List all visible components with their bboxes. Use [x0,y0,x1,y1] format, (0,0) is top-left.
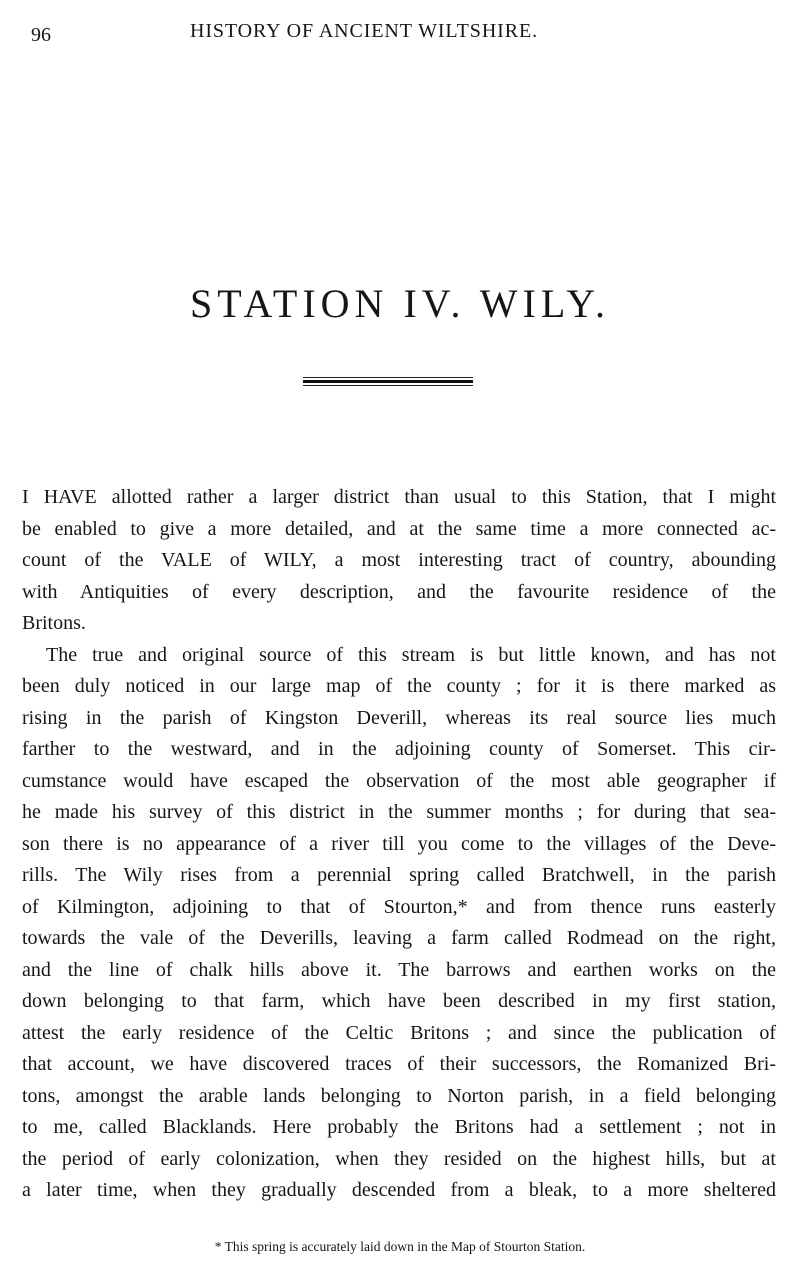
text-line: of Kilmington, adjoining to that of Stourton,* and from thence runs easterly [22,895,776,918]
text-line: towards the vale of the Deverills, leaving a farm called Rodmead on the right, [22,927,776,949]
chapter-title: STATION IV. WILY. [189,281,611,326]
text-line: the period of early colonization, when they resided on the highest hills, but at [22,1147,776,1170]
page-number: 96 [31,24,51,46]
text-line: be enabled to give a more detailed, and at the same time a more connected ac- [22,517,776,540]
text-line: down belonging to that farm, which have been described in my first station, [22,990,776,1012]
text-line: attest the early residence of the Celtic Britons ; and since the publication of [22,1021,776,1044]
title-rule-thin-top [303,377,473,378]
text-line: with Antiquities of every description, and the favourite residence of the [22,580,776,603]
text-line: son there is no appearance of a river till you come to the villages of the Deve- [22,832,776,855]
text-line: rills. The Wily rises from a perennial spring called Bratchwell, in the parish [22,864,776,886]
text-line: to me, called Blacklands. Here probably the Britons had a settlement ; not in [22,1116,776,1138]
title-rule-thick [303,380,473,383]
text-line: he made his survey of this district in the summer months ; for during that sea- [22,801,776,823]
text-line: rising in the parish of Kingston Deverill, whereas its real source lies much [22,706,776,729]
text-line: and the line of chalk hills above it. The barrows and earthen works on the [22,958,776,981]
text-line: a later time, when they gradually descended from a bleak, to a more sheltered [22,1179,776,1201]
text-line: I HAVE allotted rather a larger district than usual to this Station, that I might [22,486,776,508]
text-line: farther to the westward, and in the adjoining county of Somerset. This cir- [22,738,776,760]
text-line: tons, amongst the arable lands belonging to Norton parish, in a field belonging [22,1084,776,1107]
running-head: HISTORY OF ANCIENT WILTSHIRE. [190,20,538,42]
title-rule-thin-bottom [303,385,473,386]
text-line: count of the VALE of WILY, a most interesting tract of country, abounding [22,549,776,571]
text-line: that account, we have discovered traces of their successors, the Romanized Bri- [22,1053,776,1075]
text-line: been duly noticed in our large map of the county ; for it is there marked as [22,675,776,697]
text-line: The true and original source of this stream is but little known, and has not [46,643,776,666]
text-line: cumstance would have escaped the observation of the most able geographer if [22,769,776,792]
body-text [22,482,776,1207]
footnote: * This spring is accurately laid down in the Map of Stourton Station. [214,1239,586,1254]
text-line: Britons. [22,612,86,634]
